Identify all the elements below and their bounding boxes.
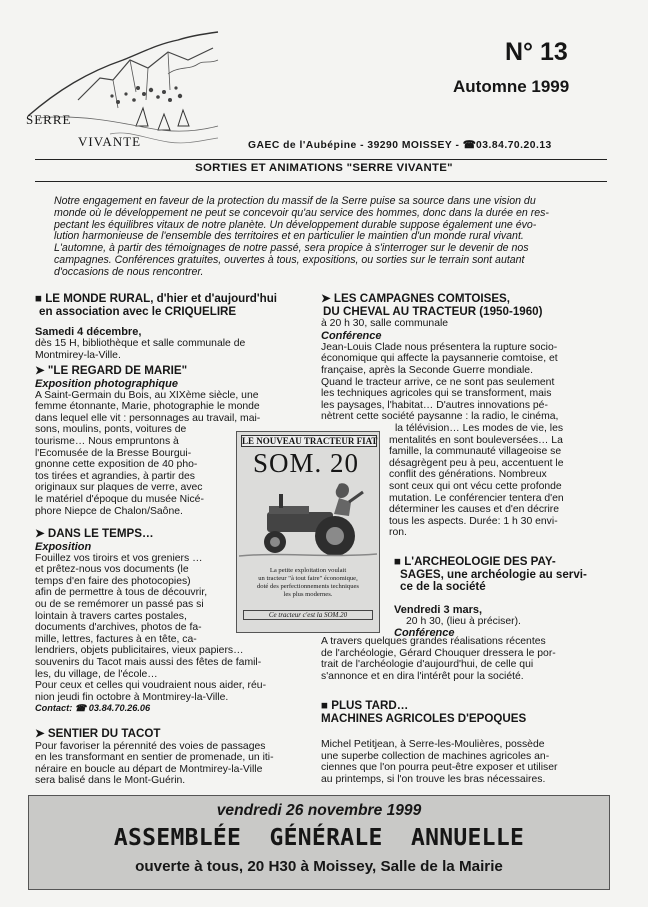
section-subtitle: Exposition photographique bbox=[35, 377, 178, 390]
intro-line: monde où le développement ne peut se concevoir qu'au service des hommes, donc dans la durée en res- bbox=[54, 206, 549, 219]
ad-model: SOM. 20 bbox=[253, 448, 360, 478]
title-rule-top bbox=[35, 159, 607, 160]
event-date: Samedi 4 décembre, bbox=[35, 326, 142, 339]
intro-line: L'automne, à partir des témoignages de notre passé, sera propice à s'interroger sur le devenir de nos bbox=[54, 242, 529, 255]
intro-paragraph bbox=[54, 196, 549, 279]
section-subtitle: Exposition bbox=[35, 540, 92, 553]
section-body: Jean-Louis Clade nous présentera la rupture socio- économique qui affecte la paysannerie comtoise, et française, après la Seconde Guerre mondiale. Quand le tracteur arrive, ce ne sont pas seulement les techniques agricoles qui se transforment, mais les paysages, l'habitat… D'autres innovations pé- nètrent cette société paysanne : la radio, le cinéma, la télévision… Les modes de vie, les bbox=[321, 341, 564, 434]
section-title: SORTIES ET ANIMATIONS "SERRE VIVANTE" bbox=[195, 162, 453, 174]
section-heading: ➤ SENTIER DU TACOT bbox=[35, 727, 161, 740]
contact-line: Contact: ☎ 03.84.70.26.06 bbox=[35, 703, 151, 714]
logo bbox=[18, 30, 223, 155]
section-campagnes-comtoises bbox=[321, 293, 564, 539]
intro-line: lution harmonieuse de l'ensemble des territoires et en particulier le maintien d'un monde rural vivant. bbox=[54, 230, 524, 243]
section-subtitle: Conférence bbox=[394, 627, 455, 640]
intro-line: d'occasions de nous rencontrer. bbox=[54, 265, 204, 278]
section-heading: ■ PLUS TARD… MACHINES AGRICOLES D'EPOQUES bbox=[321, 699, 527, 725]
section-heading: ■ L'ARCHEOLOGIE DES PAY- SAGES, une archéologie au servi- ce de la société bbox=[394, 555, 587, 594]
section-regard-de-marie bbox=[35, 365, 260, 517]
section-subtitle: Conférence bbox=[321, 329, 382, 342]
event-time: à 20 h 30, salle communale bbox=[321, 318, 449, 330]
section-dans-le-temps bbox=[35, 528, 266, 714]
archeologie-body: A travers quelques grandes réalisations récentes de l'archéologie, Gérard Chouquer dressera le por- trait de l'archéologie d'aujourd'hui, de celle qui s'annonce et en dira l'intérêt pour la société. bbox=[321, 636, 556, 682]
ad-caption: La petite exploitation voulait un tracteur "à tout faire" économique, doté des perfectionnements techniques les plus modernes. bbox=[257, 567, 359, 598]
intro-line: campagnes. Conférences gratuites, ouvertes à tous, expositions, ou sorties sur le terrain sont autant bbox=[54, 253, 525, 266]
section-body: dès 15 H, bibliothèque et salle communale de Montmirey-la-Ville. bbox=[35, 338, 246, 361]
section-plus-tard bbox=[321, 700, 558, 786]
assembly-date: vendredi 26 novembre 1999 bbox=[216, 802, 422, 819]
assembly-subtitle: ouverte à tous, 20 H30 à Moissey, Salle de la Mairie bbox=[135, 858, 503, 875]
ad-footer: Ce tracteur c'est la SOM.20 bbox=[243, 610, 373, 620]
section-body: Michel Petitjean, à Serre-les-Moulières, possède une superbe collection de machines agricoles an- ciennes que l'on pourra peut-être exposer et utiliser au printemps, si l'on trouve les bras nécessaires. bbox=[321, 739, 558, 785]
logo-text-top: SERRE bbox=[26, 112, 72, 127]
section-body: Fouillez vos tiroirs et vos greniers … et prêtez-nous vos documents (le temps d'en faire des photocopies) afin de permettre à tous de découvrir, ou de se remémorer un passé pas si lointain à travers cartes postales, documents d'archives, photos de fa- mille, lettres, factures à en tête, ca- lendriers, objets publicitaires, vieux papiers… souvenirs du Tacot mais aussi des fêtes de famil- les, du village, de l'école… Pour ceux et celles qui voudraient nous aider, réu- nion jeudi fin octobre à Montmirey-la-Ville. bbox=[35, 552, 267, 703]
section-body: Pour favoriser la pérennité des voies de passages en les transformant en sentier de promenade, un iti- néraire en boucle au départ de Montmirey-la-Ville sera balisé dans le Mont-Guérin. bbox=[35, 740, 274, 787]
title-rule-bottom bbox=[35, 181, 607, 182]
section-heading: ➤ DANS LE TEMPS… bbox=[35, 527, 154, 540]
section-sentier-du-tacot bbox=[35, 728, 274, 787]
intro-line: pectant les équilibres vitaux de notre planète. Un développement durable suppose également une évo- bbox=[54, 218, 537, 231]
section-heading: ➤ LES CAMPAGNES COMTOISES, DU CHEVAL AU TRACTEUR (1950-1960) bbox=[321, 292, 543, 318]
issue-number: N° 13 bbox=[505, 38, 568, 66]
issue-season: Automne 1999 bbox=[453, 77, 570, 96]
intro-line: Notre engagement en faveur de la protection du massif de la Serre puise sa source dans une vision du bbox=[54, 195, 536, 207]
section-body: A Saint-Germain du Bois, au XIXème siècle, une femme étonnante, Marie, photographie le monde dans lequel elle vit : personnages au travail, mai- sons, moulins, ponts, voitures de tourisme… Nous empruntons à l'Ecomusée de la Bresse Bourgui- gnonne cette exposition de 40 pho- tos tirées et agrandies, à partir des originaux sur plaques de verre, avec le matériel d'époque du musée Nicé- phore Niepce de Chalon/Saône. bbox=[35, 389, 261, 517]
section-heading: ■ LE MONDE RURAL, d'hier et d'aujourd'hui en association avec le CRIQUELIRE bbox=[35, 292, 277, 318]
section-heading: ➤ "LE REGARD DE MARIE" bbox=[35, 364, 188, 377]
assembly-title: ASSEMBLÉE GÉNÉRALE ANNUELLE bbox=[113, 825, 525, 851]
section-body-narrow: mentalités en sont bouleversées… La famille, la communauté villageoise se désagrègent peu à peu, accentuent le conflit des générations. Nombreux sont ceux qui ont vécu cette profonde mutation. Le conférencier tentera d'en déterminer les causes et d'en décrire tous les aspects. Durée: 1 h 30 envi- ron. bbox=[389, 434, 564, 539]
event-time: 20 h 30, (lieu à préciser). bbox=[406, 615, 521, 627]
section-monde-rural bbox=[35, 293, 277, 361]
section-archeologie bbox=[394, 556, 587, 639]
logo-text-bottom: VIVANTE bbox=[78, 134, 142, 149]
ad-banner: LE NOUVEAU TRACTEUR FIAT bbox=[242, 436, 378, 446]
general-assembly-box bbox=[28, 795, 610, 890]
address-line: GAEC de l'Aubépine - 39290 MOISSEY - ☎03.84.70.20.13 bbox=[248, 140, 552, 151]
event-date: Vendredi 3 mars, bbox=[394, 603, 483, 616]
